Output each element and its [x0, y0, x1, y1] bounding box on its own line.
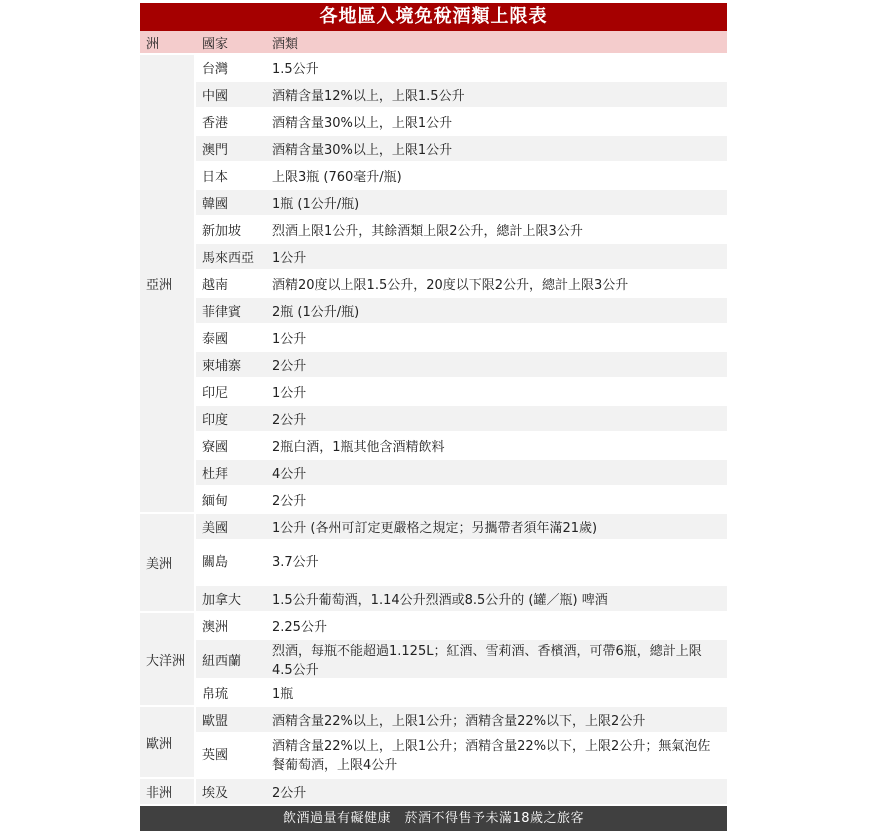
region-cell: 非洲 — [140, 779, 196, 806]
country-cell: 紐西蘭 — [196, 640, 266, 680]
limit-cell: 酒精含量22%以上，上限1公升；酒精含量22%以下，上限2公升 — [266, 707, 727, 734]
country-cell: 日本 — [196, 163, 266, 190]
table-row — [140, 541, 727, 586]
header-region: 洲 — [140, 31, 196, 55]
limit-cell: 酒精含量22%以上，上限1公升；酒精含量22%以下，上限2公升；無氣泡佐餐葡萄酒，上限4公升 — [266, 734, 727, 779]
table-row — [140, 55, 727, 82]
country-cell: 澳洲 — [196, 613, 266, 640]
table-row — [140, 586, 727, 613]
country-cell: 帛琉 — [196, 680, 266, 707]
table-row — [140, 109, 727, 136]
limit-cell: 1.5公升 — [266, 55, 727, 82]
table-row — [140, 680, 727, 707]
country-cell: 柬埔寨 — [196, 352, 266, 379]
table-row — [140, 379, 727, 406]
table-row — [140, 433, 727, 460]
country-cell: 澳門 — [196, 136, 266, 163]
country-cell: 加拿大 — [196, 586, 266, 613]
country-cell: 香港 — [196, 109, 266, 136]
table-row — [140, 487, 727, 514]
limit-cell: 酒精20度以上限1.5公升，20度以下限2公升，總計上限3公升 — [266, 271, 727, 298]
country-cell: 台灣 — [196, 55, 266, 82]
limit-cell: 烈酒上限1公升，其餘酒類上限2公升，總計上限3公升 — [266, 217, 727, 244]
country-cell: 關島 — [196, 541, 266, 586]
limit-cell: 1公升 — [266, 244, 727, 271]
limit-cell: 酒精含量30%以上，上限1公升 — [266, 109, 727, 136]
header-row — [140, 31, 727, 55]
limit-cell: 1公升 — [266, 379, 727, 406]
table-row — [140, 271, 727, 298]
limit-cell: 2公升 — [266, 352, 727, 379]
limit-cell: 2公升 — [266, 779, 727, 806]
limit-cell: 烈酒，每瓶不能超過1.125L；紅酒、雪莉酒、香檳酒，可帶6瓶，總計上限4.5公升 — [266, 640, 727, 680]
table-row — [140, 613, 727, 640]
table-row — [140, 82, 727, 109]
country-cell: 新加坡 — [196, 217, 266, 244]
limit-cell: 1公升 — [266, 325, 727, 352]
country-cell: 歐盟 — [196, 707, 266, 734]
table-row — [140, 298, 727, 325]
region-cell: 亞洲 — [140, 55, 196, 514]
limit-cell: 4公升 — [266, 460, 727, 487]
table-row — [140, 352, 727, 379]
country-cell: 寮國 — [196, 433, 266, 460]
table-row — [140, 325, 727, 352]
table-row — [140, 460, 727, 487]
limit-cell: 酒精含量30%以上，上限1公升 — [266, 136, 727, 163]
health-warning-footer: 飲酒過量有礙健康 菸酒不得售予未滿18歲之旅客 — [140, 806, 727, 831]
table-row — [140, 244, 727, 271]
limit-cell: 1瓶 — [266, 680, 727, 707]
limit-cell: 酒精含量12%以上，上限1.5公升 — [266, 82, 727, 109]
table-row — [140, 136, 727, 163]
country-cell: 印尼 — [196, 379, 266, 406]
country-cell: 越南 — [196, 271, 266, 298]
table-row — [140, 163, 727, 190]
country-cell: 埃及 — [196, 779, 266, 806]
limit-cell: 上限3瓶 (760毫升/瓶) — [266, 163, 727, 190]
region-cell: 大洋洲 — [140, 613, 196, 707]
table-title: 各地區入境免稅酒類上限表 — [140, 3, 727, 31]
country-cell: 馬來西亞 — [196, 244, 266, 271]
table-row — [140, 640, 727, 680]
table-row — [140, 707, 727, 734]
limit-cell: 2公升 — [266, 487, 727, 514]
country-cell: 杜拜 — [196, 460, 266, 487]
header-alcohol: 酒類 — [266, 31, 727, 55]
table-row — [140, 217, 727, 244]
country-cell: 韓國 — [196, 190, 266, 217]
limit-cell: 2公升 — [266, 406, 727, 433]
table-row — [140, 734, 727, 779]
country-cell: 英國 — [196, 734, 266, 779]
limits-table-container — [140, 3, 727, 831]
limit-cell: 3.7公升 — [266, 541, 727, 586]
table-row — [140, 779, 727, 806]
limit-cell: 1.5公升葡萄酒，1.14公升烈酒或8.5公升的 (罐／瓶) 啤酒 — [266, 586, 727, 613]
region-cell: 美洲 — [140, 514, 196, 613]
limit-cell: 1公升 (各州可訂定更嚴格之規定；另攜帶者須年滿21歲) — [266, 514, 727, 541]
table-row — [140, 406, 727, 433]
table-row — [140, 514, 727, 541]
table-row — [140, 190, 727, 217]
country-cell: 緬甸 — [196, 487, 266, 514]
limit-cell: 2.25公升 — [266, 613, 727, 640]
country-cell: 泰國 — [196, 325, 266, 352]
country-cell: 美國 — [196, 514, 266, 541]
header-country: 國家 — [196, 31, 266, 55]
country-cell: 菲律賓 — [196, 298, 266, 325]
country-cell: 印度 — [196, 406, 266, 433]
region-cell: 歐洲 — [140, 707, 196, 779]
alcohol-limit-table — [140, 31, 727, 806]
limit-cell: 2瓶 (1公升/瓶) — [266, 298, 727, 325]
limit-cell: 2瓶白酒，1瓶其他含酒精飲料 — [266, 433, 727, 460]
limit-cell: 1瓶 (1公升/瓶) — [266, 190, 727, 217]
country-cell: 中國 — [196, 82, 266, 109]
